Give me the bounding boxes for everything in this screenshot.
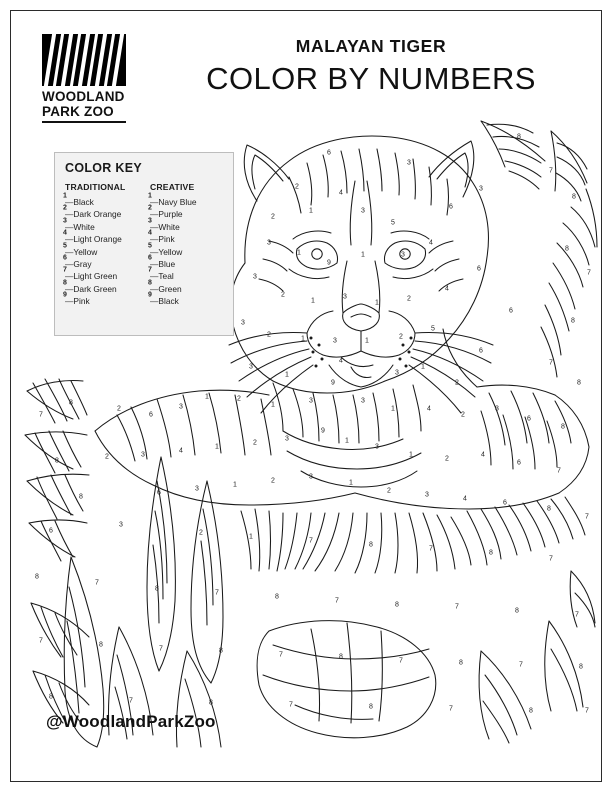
region-number: 6 bbox=[509, 307, 513, 315]
region-number: 2 bbox=[271, 213, 275, 221]
region-number: 8 bbox=[209, 699, 213, 707]
region-number: 3 bbox=[249, 363, 253, 371]
region-number: 2 bbox=[199, 529, 203, 537]
color-key-name: White bbox=[158, 221, 180, 232]
region-number: 7 bbox=[309, 537, 313, 545]
region-number: 8 bbox=[517, 133, 521, 141]
color-key-name: Purple bbox=[158, 209, 183, 220]
color-key-columns bbox=[65, 182, 223, 308]
region-number: 1 bbox=[285, 371, 289, 379]
logo-line-1: WOODLAND bbox=[42, 89, 125, 104]
region-number: 6 bbox=[477, 265, 481, 273]
region-number: 8 bbox=[577, 379, 581, 387]
region-number: 8 bbox=[339, 653, 343, 661]
region-number: 8 bbox=[35, 573, 39, 581]
color-key-name: Navy Blue bbox=[158, 197, 197, 207]
color-key-name: Gray bbox=[73, 259, 92, 270]
region-number: 8 bbox=[561, 423, 565, 431]
region-number: 8 bbox=[369, 541, 373, 549]
logo-wordmark bbox=[42, 90, 150, 118]
color-key-entry: 7 —Light Green bbox=[63, 266, 118, 282]
region-number: 7 bbox=[557, 467, 561, 475]
color-key-panel bbox=[54, 152, 234, 336]
region-number: 8 bbox=[69, 399, 73, 407]
region-number: 8 bbox=[275, 593, 279, 601]
region-number: 8 bbox=[515, 607, 519, 615]
region-number: 3 bbox=[253, 273, 257, 281]
color-key-entry: 2 —Purple bbox=[148, 204, 183, 220]
color-key-number: 3 bbox=[63, 217, 67, 225]
region-number: 4 bbox=[339, 357, 343, 365]
color-key-entry: 3 —White bbox=[63, 217, 95, 232]
region-number: 2 bbox=[455, 379, 459, 387]
color-key-number: 6 bbox=[148, 254, 152, 262]
region-number: 1 bbox=[361, 251, 365, 259]
region-number: 2 bbox=[281, 291, 285, 299]
region-number: 8 bbox=[79, 493, 83, 501]
region-number: 2 bbox=[399, 333, 403, 341]
region-number: 7 bbox=[39, 411, 43, 419]
region-number: 1 bbox=[421, 363, 425, 371]
region-number: 1 bbox=[233, 481, 237, 489]
region-number: 2 bbox=[445, 455, 449, 463]
region-number: 2 bbox=[267, 331, 271, 339]
color-key-entry: 1 —Navy Blue bbox=[148, 192, 197, 207]
region-number: 1 bbox=[271, 401, 275, 409]
color-key-column-creative bbox=[150, 182, 223, 308]
region-number: 3 bbox=[495, 405, 499, 413]
color-key-number: 1 bbox=[63, 192, 67, 200]
color-key-entry: 1 —Black bbox=[63, 192, 94, 207]
color-key-entry: 3 —White bbox=[148, 217, 180, 232]
color-key-number: 9 bbox=[148, 291, 152, 299]
region-number: 7 bbox=[129, 697, 133, 705]
region-number: 7 bbox=[587, 269, 591, 277]
region-number: 7 bbox=[399, 657, 403, 665]
color-key-number: 3 bbox=[148, 217, 152, 225]
region-number: 7 bbox=[279, 651, 283, 659]
color-key-number: 2 bbox=[63, 204, 67, 212]
region-number: 7 bbox=[289, 701, 293, 709]
region-number: 3 bbox=[401, 251, 405, 259]
region-number: 3 bbox=[407, 159, 411, 167]
color-key-entry: 2 —Dark Orange bbox=[63, 204, 122, 220]
region-number: 8 bbox=[219, 647, 223, 655]
page-subtitle: MALAYAN TIGER bbox=[295, 36, 447, 56]
region-number: 3 bbox=[119, 521, 123, 529]
color-key-entry: 9 —Pink bbox=[63, 291, 90, 307]
region-number: 1 bbox=[391, 405, 395, 413]
region-number: 8 bbox=[529, 707, 533, 715]
region-number: 3 bbox=[267, 239, 271, 247]
region-number: 7 bbox=[335, 597, 339, 605]
region-number: 1 bbox=[409, 451, 413, 459]
region-number: 3 bbox=[361, 207, 365, 215]
color-key-number: 5 bbox=[63, 242, 67, 250]
page-title: COLOR BY NUMBERS bbox=[206, 61, 536, 96]
region-number: 1 bbox=[309, 207, 313, 215]
region-number: 8 bbox=[395, 601, 399, 609]
region-number: 9 bbox=[327, 259, 331, 267]
region-number: 4 bbox=[179, 447, 183, 455]
region-number: 3 bbox=[309, 473, 313, 481]
region-number: 7 bbox=[549, 359, 553, 367]
color-key-name: Blue bbox=[158, 259, 176, 270]
region-number: 8 bbox=[55, 457, 59, 465]
color-key-number: 6 bbox=[63, 254, 67, 262]
region-number: 6 bbox=[479, 347, 483, 355]
color-key-entry: 6 —Gray bbox=[63, 254, 92, 270]
color-key-number: 4 bbox=[148, 229, 152, 237]
color-key-entry: 9 —Black bbox=[148, 291, 179, 307]
color-key-name: Pink bbox=[158, 234, 175, 245]
region-number: 8 bbox=[155, 585, 159, 593]
region-number: 8 bbox=[49, 693, 53, 701]
region-number: 2 bbox=[253, 439, 257, 447]
region-number: 7 bbox=[549, 167, 553, 175]
social-handle: @WoodlandParkZoo bbox=[46, 712, 216, 731]
region-number: 8 bbox=[579, 663, 583, 671]
region-number: 8 bbox=[571, 317, 575, 325]
region-number: 1 bbox=[301, 335, 305, 343]
region-number: 4 bbox=[445, 285, 449, 293]
color-key-name: Green bbox=[158, 283, 182, 294]
region-number: 3 bbox=[309, 397, 313, 405]
color-key-name: Yellow bbox=[73, 246, 98, 257]
color-key-number: 5 bbox=[148, 242, 152, 250]
region-number: 8 bbox=[547, 505, 551, 513]
region-number: 1 bbox=[375, 299, 379, 307]
region-number: 3 bbox=[425, 491, 429, 499]
region-number: 7 bbox=[95, 579, 99, 587]
color-key-heading: TRADITIONAL bbox=[65, 182, 126, 192]
region-number: 7 bbox=[449, 705, 453, 713]
region-number: 1 bbox=[297, 249, 301, 257]
region-number: 2 bbox=[295, 183, 299, 191]
region-number: 8 bbox=[572, 193, 576, 201]
color-key-name: Dark Orange bbox=[73, 209, 122, 220]
region-number: 2 bbox=[117, 405, 121, 413]
color-key-entry: 8 —Green bbox=[148, 279, 182, 294]
color-key-name: Black bbox=[73, 197, 94, 207]
color-key-column-traditional bbox=[65, 182, 138, 308]
color-key-name: Dark Green bbox=[73, 283, 117, 294]
color-key-number: 2 bbox=[148, 204, 152, 212]
region-number: 1 bbox=[249, 533, 253, 541]
color-key-name: Light Orange bbox=[73, 234, 122, 245]
region-number: 5 bbox=[431, 325, 435, 333]
region-number: 6 bbox=[327, 149, 331, 157]
page-header bbox=[36, 34, 576, 124]
region-number: 3 bbox=[343, 293, 347, 301]
title-block bbox=[166, 36, 576, 97]
region-number: 3 bbox=[241, 319, 245, 327]
color-key-number: 1 bbox=[148, 192, 152, 200]
color-key-name: Light Green bbox=[73, 271, 118, 282]
region-number: 8 bbox=[99, 641, 103, 649]
region-number: 2 bbox=[237, 395, 241, 403]
tiger-line-artwork bbox=[11, 11, 601, 781]
color-key-name: Teal bbox=[158, 271, 174, 282]
color-key-number: 8 bbox=[63, 279, 67, 287]
region-number: 6 bbox=[527, 415, 531, 423]
region-number: 1 bbox=[205, 393, 209, 401]
region-number: 7 bbox=[585, 513, 589, 521]
region-number: 3 bbox=[361, 397, 365, 405]
color-key-number: 7 bbox=[63, 266, 67, 274]
color-key-entry: 8 —Dark Green bbox=[63, 279, 117, 294]
color-key-entry: 6 —Blue bbox=[148, 254, 176, 270]
region-number: 1 bbox=[365, 337, 369, 345]
region-number: 6 bbox=[49, 527, 53, 535]
region-number: 7 bbox=[215, 589, 219, 597]
region-number: 4 bbox=[481, 451, 485, 459]
region-number: 2 bbox=[271, 477, 275, 485]
region-number: 9 bbox=[331, 379, 335, 387]
region-number: 8 bbox=[369, 703, 373, 711]
region-number: 8 bbox=[565, 245, 569, 253]
region-number: 4 bbox=[427, 405, 431, 413]
region-number: 1 bbox=[311, 297, 315, 305]
color-key-entry: 4 —Light Orange bbox=[63, 229, 122, 245]
color-key-name: White bbox=[73, 221, 95, 232]
region-number: 7 bbox=[519, 661, 523, 669]
logo-underline bbox=[42, 121, 126, 123]
region-number: 4 bbox=[429, 239, 433, 247]
color-key-entry: 5 —Yellow bbox=[148, 242, 183, 257]
region-number: 7 bbox=[585, 707, 589, 715]
color-key-title: COLOR KEY bbox=[65, 161, 143, 175]
color-key-name: Pink bbox=[73, 296, 90, 307]
region-number: 5 bbox=[391, 219, 395, 227]
region-number: 1 bbox=[345, 437, 349, 445]
region-number: 7 bbox=[549, 555, 553, 563]
region-number: 7 bbox=[39, 637, 43, 645]
color-key-number: 7 bbox=[148, 266, 152, 274]
region-number: 3 bbox=[179, 403, 183, 411]
region-number: 4 bbox=[463, 495, 467, 503]
region-number: 7 bbox=[455, 603, 459, 611]
region-number: 2 bbox=[461, 411, 465, 419]
region-number: 3 bbox=[333, 337, 337, 345]
region-number: 3 bbox=[395, 369, 399, 377]
logo-line-2: PARK ZOO bbox=[42, 103, 114, 119]
region-number: 2 bbox=[387, 487, 391, 495]
region-number: 8 bbox=[459, 659, 463, 667]
region-number: 6 bbox=[149, 411, 153, 419]
region-number: 6 bbox=[503, 499, 507, 507]
color-key-number: 4 bbox=[63, 229, 67, 237]
color-key-entry: 7 —Teal bbox=[148, 266, 174, 282]
color-key-entry: 4 —Pink bbox=[148, 229, 175, 245]
region-number: 2 bbox=[105, 453, 109, 461]
color-key-heading: CREATIVE bbox=[150, 182, 195, 192]
region-number-layer bbox=[11, 11, 601, 781]
region-number: 7 bbox=[575, 611, 579, 619]
region-number: 6 bbox=[157, 489, 161, 497]
region-number: 7 bbox=[159, 645, 163, 653]
zebra-stripes-logo-icon bbox=[42, 34, 126, 86]
color-key-name: Black bbox=[158, 296, 179, 307]
region-number: 6 bbox=[517, 459, 521, 467]
woodland-park-zoo-logo bbox=[42, 34, 150, 122]
region-number: 7 bbox=[429, 545, 433, 553]
region-number: 3 bbox=[141, 451, 145, 459]
color-key-number: 8 bbox=[148, 279, 152, 287]
region-number: 9 bbox=[321, 427, 325, 435]
region-number: 3 bbox=[479, 185, 483, 193]
region-number: 8 bbox=[489, 549, 493, 557]
region-number: 3 bbox=[195, 485, 199, 493]
region-number: 3 bbox=[375, 443, 379, 451]
color-key-name: Yellow bbox=[158, 246, 183, 257]
region-number: 6 bbox=[449, 203, 453, 211]
region-number: 1 bbox=[215, 443, 219, 451]
region-number: 1 bbox=[349, 479, 353, 487]
region-number: 3 bbox=[285, 435, 289, 443]
region-number: 2 bbox=[407, 295, 411, 303]
color-key-entry: 5 —Yellow bbox=[63, 242, 98, 257]
color-key-number: 9 bbox=[63, 291, 67, 299]
region-number: 4 bbox=[339, 189, 343, 197]
